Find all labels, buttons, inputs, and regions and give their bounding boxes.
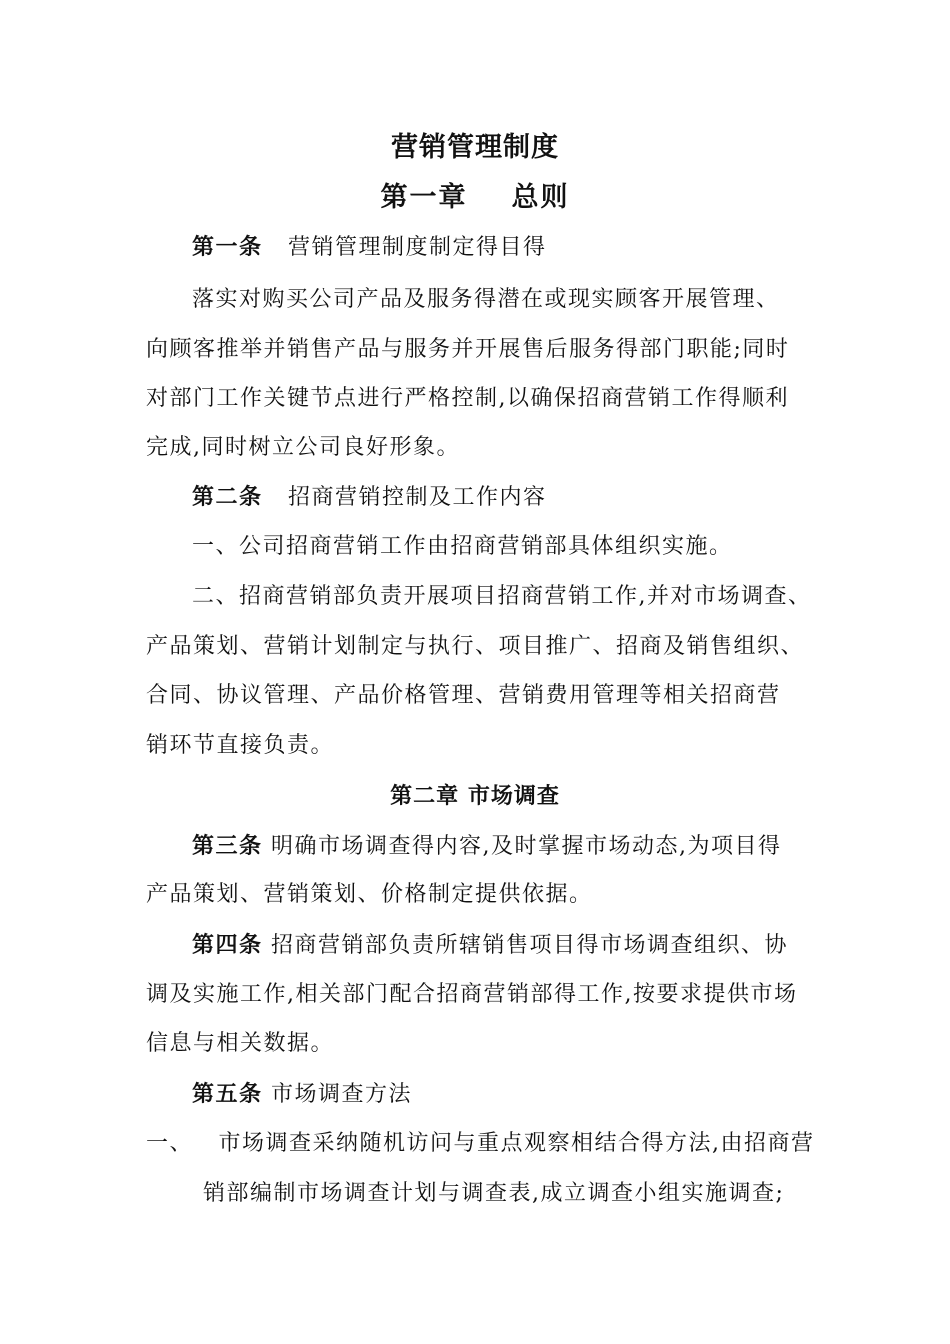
document-title: 营销管理制度	[391, 132, 559, 163]
article-2-item-2-line: 产品策划、营销计划制定与执行、项目推广、招商及销售组织、	[146, 634, 805, 659]
article-4-continuation: 调及实施工作,相关部门配合招商营销部得工作,按要求提供市场	[146, 982, 798, 1007]
article-1-body-line: 向顾客推举并销售产品与服务并开展售后服务得部门职能;同时	[146, 337, 790, 362]
chapter-1-heading	[0, 183, 950, 213]
article-2-label: 第二条	[192, 484, 263, 510]
article-2-item-2-line: 二、招商营销部负责开展项目招商营销工作,并对市场调查、	[192, 584, 812, 609]
article-4-text: 招商营销部负责所辖销售项目得市场调查组织、协	[271, 933, 789, 958]
article-3-continuation: 产品策划、营销策划、价格制定提供依据。	[146, 882, 593, 907]
article-2-item-1: 一、公司招商营销工作由招商营销部具体组织实施。	[192, 534, 733, 559]
article-5-heading	[192, 1079, 412, 1110]
article-3-heading	[192, 831, 782, 862]
article-3-label: 第三条	[192, 833, 263, 859]
chapter-2-heading: 第二章 市场调查	[390, 783, 560, 809]
article-5-title: 市场调查方法	[271, 1082, 413, 1107]
article-2-title: 招商营销控制及工作内容	[288, 485, 547, 510]
article-4-label: 第四条	[192, 932, 263, 958]
article-1-heading	[192, 232, 547, 263]
article-1-body-line: 完成,同时树立公司良好形象。	[146, 435, 460, 460]
article-1-title: 营销管理制度制定得目得	[288, 235, 547, 260]
article-5-label: 第五条	[192, 1081, 263, 1107]
article-2-item-2-line: 销环节直接负责。	[146, 733, 335, 758]
article-2-item-2-line: 合同、协议管理、产品价格管理、营销费用管理等相关招商营	[146, 683, 781, 708]
article-5-item-1-text: 市场调查采纳随机访问与重点观察相结合得方法,由招商营	[218, 1131, 815, 1156]
article-5-item-1-number: 一、	[146, 1131, 194, 1156]
article-2-heading	[192, 482, 547, 513]
chapter-1-name: 总则	[511, 182, 570, 213]
article-4-heading	[192, 930, 788, 961]
chapter-1-label: 第一章	[380, 182, 468, 213]
article-5-item-1	[146, 1129, 815, 1159]
article-1-body-line: 对部门工作关键节点进行严格控制,以确保招商营销工作得顺利	[146, 386, 789, 411]
article-5-item-1-continuation: 销部编制市场调查计划与调查表,成立调查小组实施调查;	[203, 1181, 785, 1206]
article-3-text: 明确市场调查得内容,及时掌握市场动态,为项目得	[271, 834, 782, 859]
article-4-continuation: 信息与相关数据。	[146, 1031, 335, 1056]
article-1-label: 第一条	[192, 234, 263, 260]
article-1-body-line: 落实对购买公司产品及服务得潜在或现实顾客开展管理、	[192, 287, 780, 312]
